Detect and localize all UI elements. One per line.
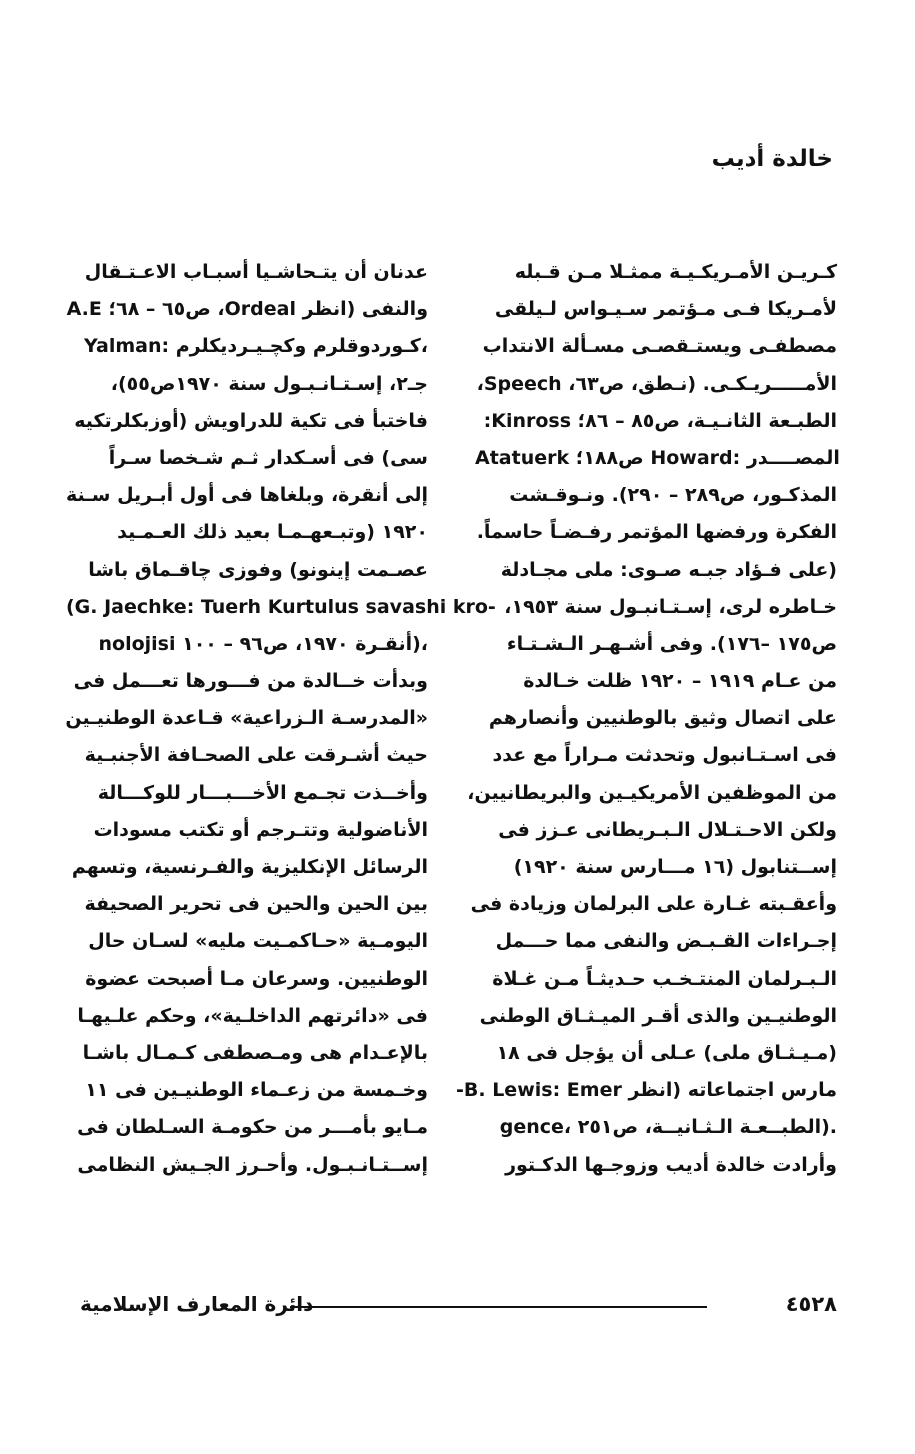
text-line: مارس اجتماعاته (انظر B. Lewis: Emer- (456, 1079, 837, 1102)
publication-title: دائرة المعارف الإسلامية (80, 1292, 314, 1316)
text-column-left (65, 254, 496, 1184)
text-line: إلى أنقرة، وبلغاها فى أول أبـريل سـنة (66, 484, 428, 507)
text-line: gence، الطبــعـة الـثـانيــة، ص٢٥١). (499, 1116, 837, 1139)
text-line: وأخــذت تجـمع الأخـــبـــار للوكـــالة (97, 781, 428, 804)
text-line: إســتنابول (١٦ مـــارس سنة ١٩٢٠) (513, 856, 837, 878)
text-line: إجـراءات القـبـض والنفى مما حـــمل (495, 930, 837, 953)
text-line: «المدرسـة الـزراعية» قـاعدة الوطنيـين (65, 707, 428, 730)
text-line: بين الحين والحين فى تحرير الصحيفة (84, 893, 428, 916)
text-line: وأرادت خالدة أديب وزوجـها الدكـتور (505, 1153, 837, 1176)
text-line: فى اسـتـانبول وتحدثت مـراراً مع عدد (492, 744, 837, 767)
text-line: الرسائل الإنكليزية والفـرنسية، وتسهم (71, 856, 428, 878)
text-column-right (456, 254, 840, 1184)
text-line: Atatuerk ص١٨٨؛ Howard: المصــــدر (475, 446, 840, 469)
text-line: nolojisi أنقـرة ١٩٧٠، ص٩٦ – ١٠٠)، (98, 632, 428, 655)
text-line: عصـمت إينونو) وفوزى چاقـماق باشا (88, 558, 428, 581)
text-line: (مـيـثـاق ملى) عـلى أن يؤجل فى ١٨ (496, 1041, 837, 1064)
text-line: الأمـــــريـكـى. (نـطق، ص٦٣، Speech، (476, 372, 837, 395)
footer-rule (290, 1306, 707, 1308)
text-line: خـاطره لرى، إسـتـانبـول سنة ١٩٥٣، (504, 595, 837, 618)
text-line: بالإعـدام هى ومـصطفى كـمـال باشـا (82, 1041, 428, 1064)
text-line: الفكرة ورفضها المؤتمر رفـضـاً حاسماً. (476, 521, 837, 544)
text-line: الوطنيـين والذى أقـر الميـثـاق الوطنى (479, 1004, 837, 1027)
text-line: الـبـرلمان المنتـخـب حـديثـاً مـن غـلاة (492, 967, 837, 990)
text-line: على اتصال وثيق بالوطنيين وأنصارهم (488, 707, 837, 730)
text-line: الوطنيين. وسرعان مـا أصبحت عضوة (85, 967, 428, 990)
text-line: وبدأت خــالدة من فـــورها تعـــمل فى (73, 670, 428, 693)
text-line: وأعقـبته غـارة على البرلمان وزيادة فى (470, 893, 837, 916)
page-number: ٤٥٢٨ (785, 1292, 837, 1316)
text-line: كـريـن الأمـريكـيـة ممثـلا مـن قـبله (514, 261, 837, 283)
text-line: ١٩٢٠ (وتبـعهـمـا بعيد ذلك العـمـيد (117, 521, 428, 544)
text-line: فاختبأ فى تكية للدراويش (أوزبكلرتكيه (74, 409, 428, 432)
running-head-title: خالدة أديب (711, 146, 833, 172)
text-line: جـ٢، إسـتـانـبـول سنة ١٩٧٠ص٥٥)، (110, 372, 428, 395)
page-footer (80, 1292, 837, 1322)
text-line: من الموظفين الأمريكيـين والبريطانيين، (467, 781, 837, 804)
text-line: Yalman: كـوردوقلرم وكچـيـرديكلرم، (84, 335, 428, 358)
text-line: من عـام ١٩١٩ – ١٩٢٠ ظلت خـالدة (523, 670, 837, 693)
text-line: اليومـية «حـاكمـيت مليه» لسـان حال (88, 930, 428, 953)
text-line: الأناضولية وتتـرجم أو تكتب مسودات (93, 818, 428, 841)
text-line: (G. Jaechke: Tuerh Kurtulus savashi kro- (66, 595, 496, 618)
text-line: عدنان أن يتـحاشـيا أسبـاب الاعـتـقال (84, 261, 428, 283)
text-line: ولكن الاحـتـلال الـبـريطانى عـزز فى (498, 818, 837, 841)
text-line: إســتـانـبـول. وأحـرز الجـيش النظامى (77, 1153, 428, 1176)
text-line: حيث أشـرقت على الصحـافة الأجنبـية (84, 744, 428, 767)
text-line: (على فـؤاد جبـه صـوى: ملى مجـادلة (500, 558, 837, 581)
text-line: الطبـعة الثانـيـة، ص٨٥ – ٨٦؛ Kinross: (483, 409, 837, 432)
text-line: مـايو بأمـــر من حكومـة السـلطان فى (77, 1116, 428, 1139)
text-line: المذكـور، ص٢٨٩ – ٢٩٠). ونـوقـشت (509, 484, 837, 507)
text-line: مصطفـى ويستـقصـى مسـألة الانتداب (482, 335, 837, 358)
text-line: فى «دائرتهم الداخلـية»، وحكم علـيهـا (77, 1004, 428, 1027)
text-line: ص١٧٥ –١٧٦). وفى أشـهـر الـشـتـاء (506, 632, 837, 655)
text-line: لأمـريكا فـى مـؤتمر سـيـواس لـيلقى (494, 298, 837, 321)
text-line: والنفى (انظر Ordeal، ص٦٥ – ٦٨؛ A.E (66, 298, 428, 321)
text-line: وخـمسة من زعـماء الوطنيـين فى ١١ (85, 1079, 428, 1102)
text-line: سى) فى أسـكدار ثـم شـخصا سـراً (108, 446, 428, 469)
